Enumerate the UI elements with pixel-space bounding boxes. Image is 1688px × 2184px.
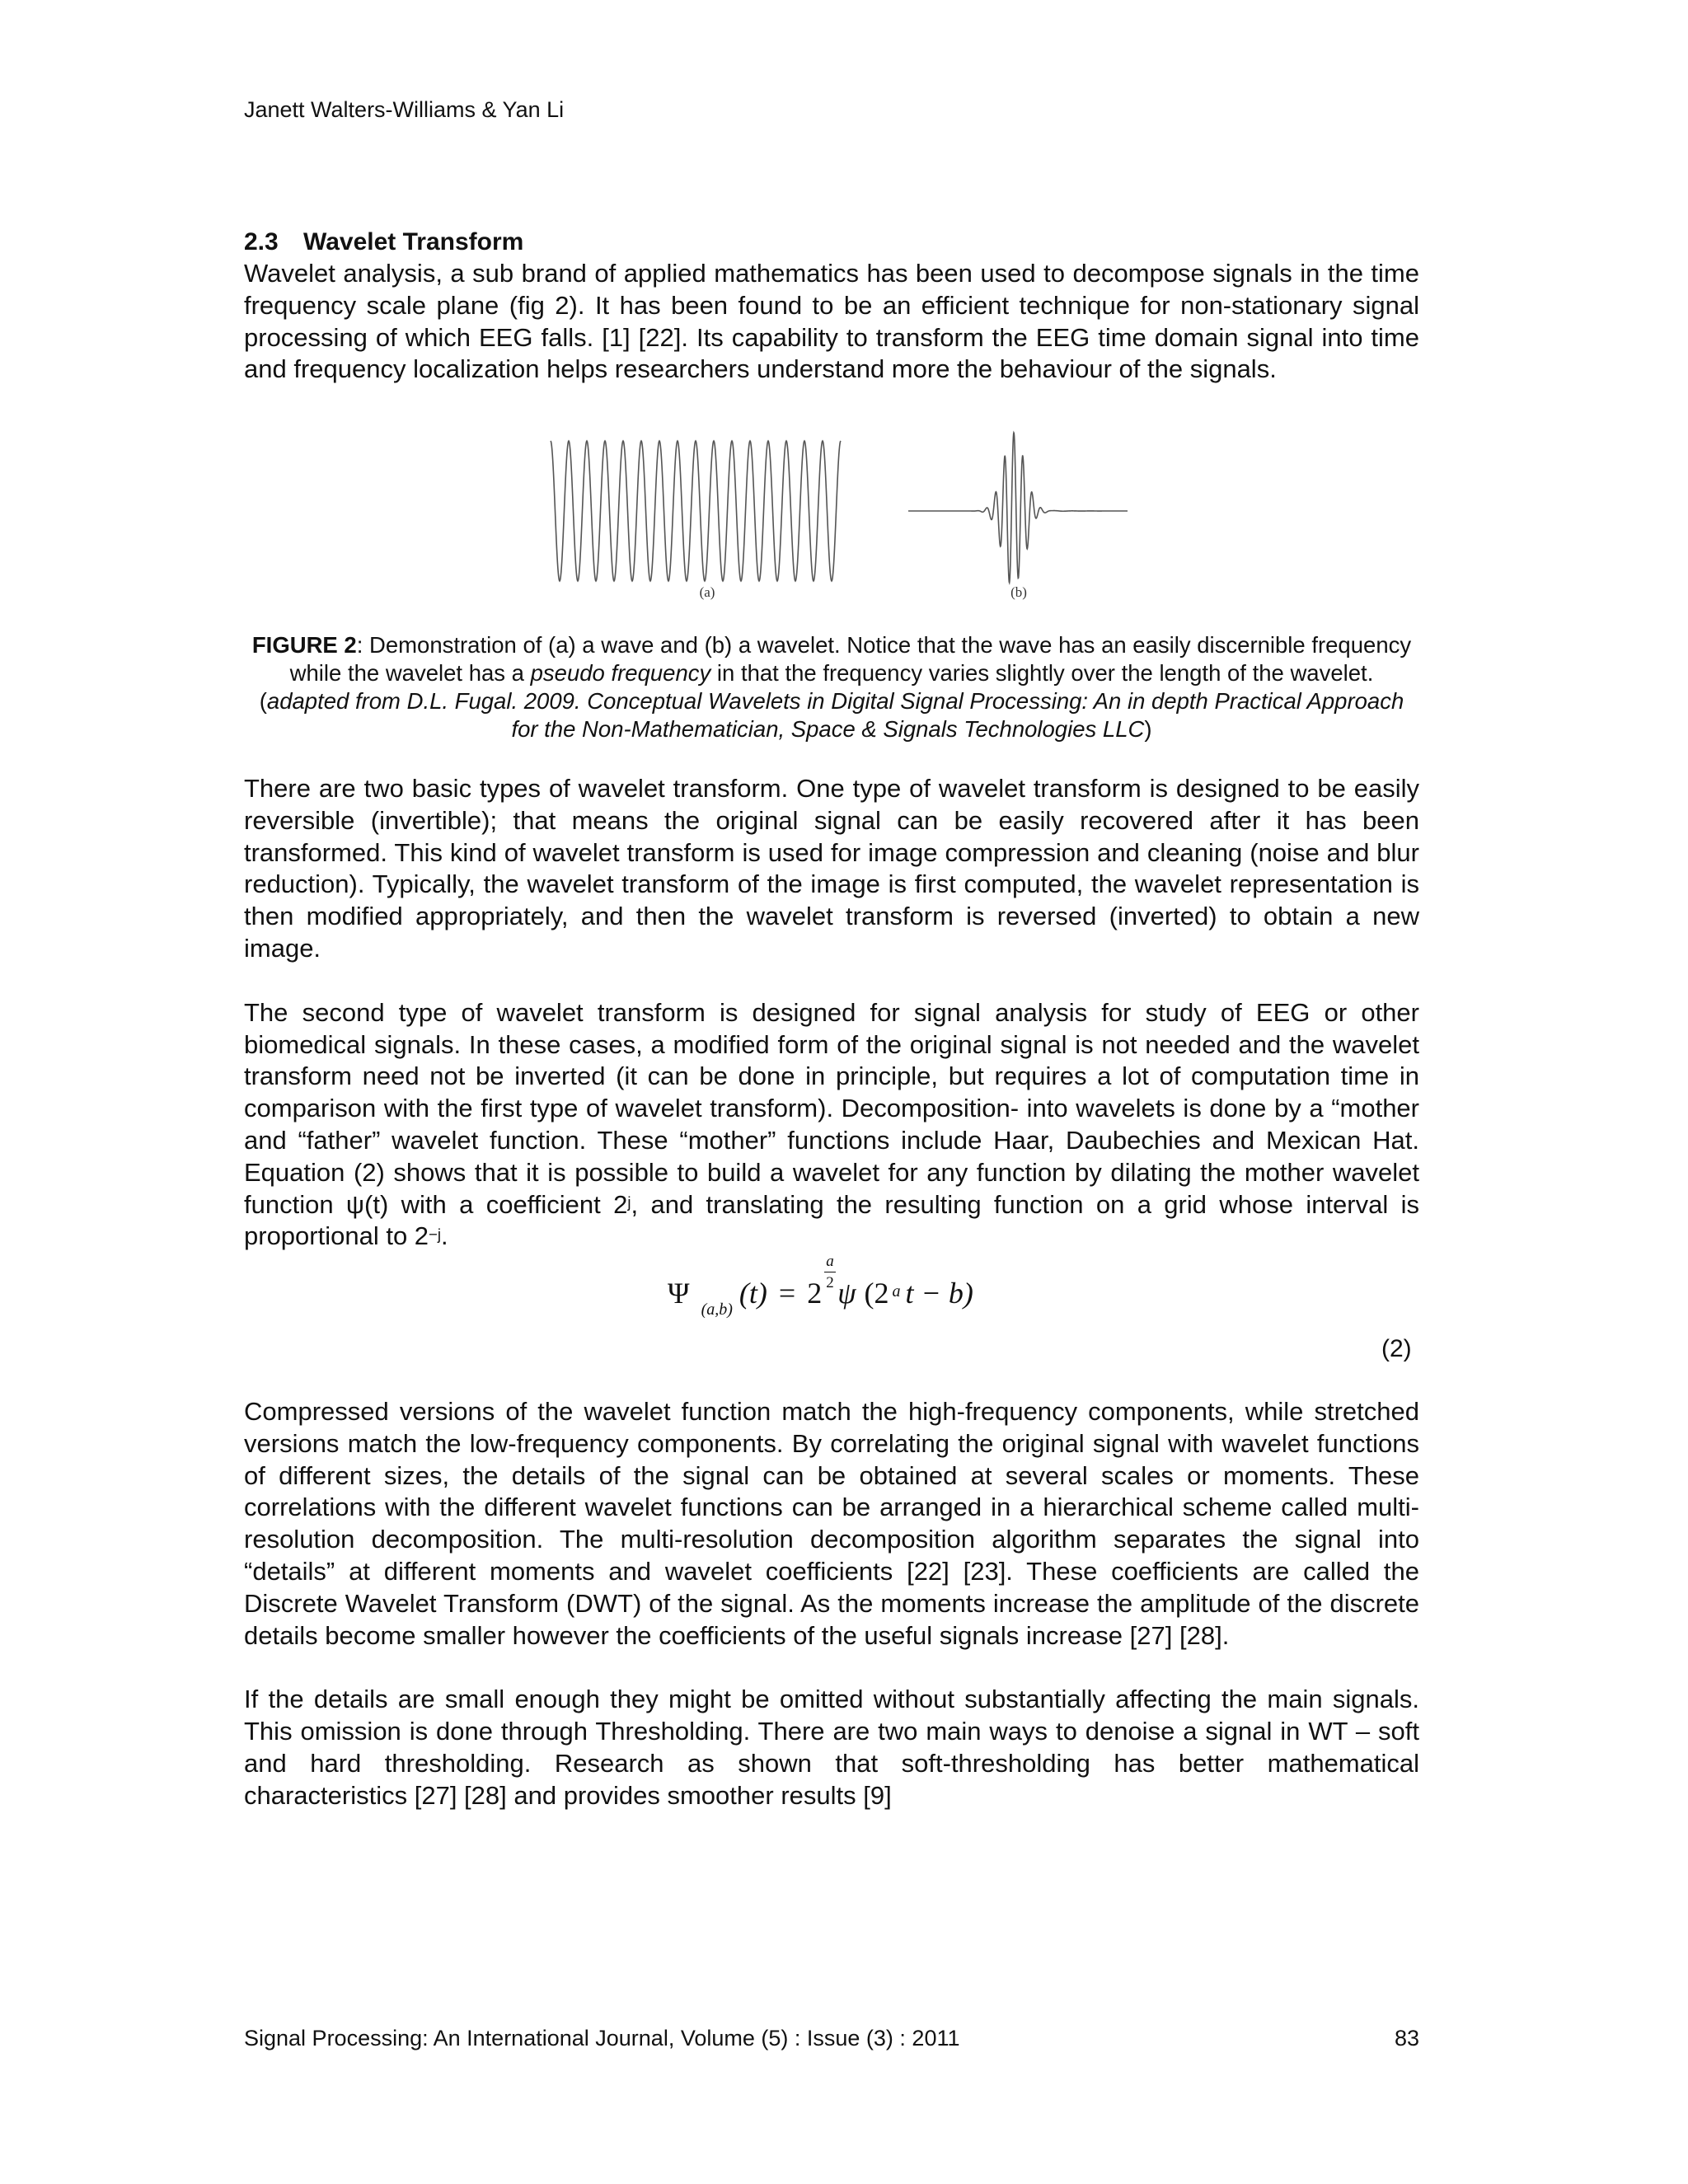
caption-text-3: ): [1144, 716, 1152, 742]
section-number: 2.3: [244, 228, 279, 255]
paragraph-3-part-a: The second type of wavelet transform is designed for signal analysis for study of EEG or other biomedical signals. In these cases, a modified form of the original signal is not needed and the wavelet transform need not be inverted (it can be done in principle, but requires a lot of computation time in comparison with the first type of wavelet transform). Decomposition- into wavelets is done by a “mother and “father” wavelet function. These “mother” functions include Haar, Daubechies and Mexican Hat. Equation (2) shows that it is possible to build a wavelet for any function by dilating the mother wavelet function ψ(t) with a coefficient 2: [244, 997, 1419, 1219]
eq-frac-den: 2: [826, 1274, 834, 1291]
figure-2-graphic: [528, 422, 1154, 612]
eq-open-2: (2: [864, 1277, 889, 1310]
caption-citation: adapted from D.L. Fugal. 2009. Conceptual Wavelets in Digital Signal Processing: An in depth Practical Approach for the Non-Mathematician, Space & Signals Technologies LLC: [266, 688, 1404, 742]
body-text-2: [244, 1396, 1419, 1812]
superscript-j: j: [627, 1193, 631, 1212]
paragraph-2: There are two basic types of wavelet transform. One type of wavelet transform is designed to be easily reversible (invertible); that means the original signal can be easily recovered after it has been transformed. This kind of wavelet transform is used for image compression and cleaning (noise and blur reduction). Typically, the wavelet transform of the image is first computed, the wavelet representation is then modified appropriately, and then the wavelet transform is reversed (inverted) to obtain a new image.: [244, 774, 1419, 963]
caption-lead: FIGURE 2: [251, 632, 357, 658]
caption-text-1: : Demonstration of (a) a wave and (b) a wavelet. Notice that the wave has an easily discernible frequency while the wavelet has a: [289, 632, 1412, 686]
eq-psi-lower: ψ: [837, 1277, 856, 1310]
section-2-3: [244, 227, 1419, 386]
equation-2: [668, 1253, 973, 1319]
eq-psi-upper: Ψ: [668, 1277, 690, 1310]
eq-equals: =: [778, 1277, 796, 1310]
superscript-minus-j: −j: [429, 1225, 442, 1243]
figure-caption: [244, 631, 1419, 743]
eq-frac-num: a: [826, 1253, 834, 1270]
running-header: Janett Walters-Williams & Yan Li: [244, 97, 565, 122]
footer-page-number: 83: [1394, 2026, 1419, 2050]
figure-label-b: (b): [1010, 584, 1027, 600]
figure-label-a: (a): [699, 584, 715, 600]
wave-a-plot: [551, 441, 841, 581]
caption-italic-1: pseudo frequency: [530, 660, 711, 686]
equation-number: (2): [1381, 1335, 1412, 1362]
caption-text-2: in that the frequency varies slightly over the length of the wavelet. (: [259, 660, 1374, 714]
paragraph-3: [244, 997, 1419, 1253]
eq-exponent-a: a: [892, 1282, 901, 1301]
body-text: [244, 773, 1419, 1253]
eq-rest: t − b): [905, 1277, 973, 1310]
footer-journal: Signal Processing: An International Journal, Volume (5) : Issue (3) : 2011: [244, 2026, 960, 2050]
eq-subscript-ab: (a,b): [701, 1301, 733, 1319]
eq-t-arg: (t): [738, 1277, 767, 1310]
paragraph-5: If the details are small enough they might be omitted without substantially affecting the main signals. This omission is done through Thresholding. There are two main ways to denoise a signal in WT – soft and hard thresholding. Research as shown that soft-thresholding has better mathematical characteristics [27] [28] and provides smoother results [9]: [244, 1685, 1419, 1810]
wavelet-b-plot: [908, 433, 1128, 583]
paragraph-1: Wavelet analysis, a sub brand of applied mathematics has been used to decompose signals in the time frequency scale plane (fig 2). It has been found to be an efficient technique for non-stationary signal processing of which EEG falls. [1] [22]. Its capability to transform the EEG time domain signal into time and frequency localization helps researchers understand more the behaviour of the signals.: [244, 259, 1419, 384]
page-footer: [244, 2026, 1419, 2051]
paragraph-3-part-b: , and translating the resulting function on a grid whose interval is proportional to 2: [244, 1189, 1419, 1251]
eq-exponent-fraction: [824, 1253, 837, 1305]
section-title: Wavelet Transform: [303, 228, 524, 255]
paragraph-4: Compressed versions of the wavelet function match the high-frequency components, while stretched versions match the low-frequency components. By correlating the original signal with wavelet functions of different sizes, the details of the signal can be obtained at several scales or moments. These correlations with the different wavelet functions can be arranged in a hierarchical scheme called multi-resolution decomposition. The multi-resolution decomposition algorithm separates the signal into “details” at different moments and wavelet coefficients [22] [23]. These coefficients are called the Discrete Wavelet Transform (DWT) of the signal. As the moments increase the amplitude of the discrete details become smaller however the coefficients of the useful signals increase [27] [28].: [244, 1397, 1419, 1650]
paragraph-3-part-c: .: [441, 1221, 448, 1251]
section-heading: [244, 227, 1419, 258]
eq-base-2: 2: [807, 1277, 823, 1310]
